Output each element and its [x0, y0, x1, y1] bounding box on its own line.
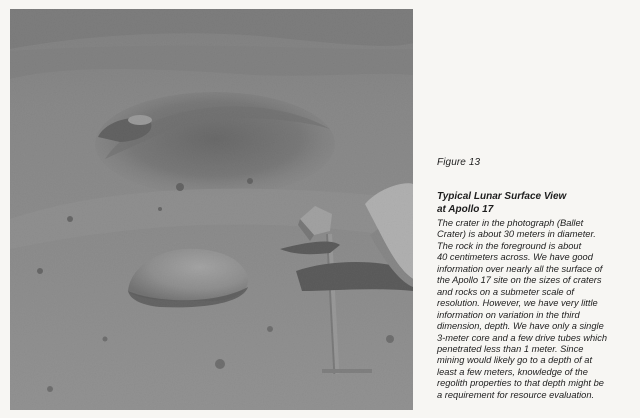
body-line: least a few meters, knowledge of the	[437, 366, 588, 377]
body-line: dimension, depth. We have only a single	[437, 321, 604, 332]
body-line: penetrated less than 1 meter. Since	[437, 343, 584, 354]
figure-title	[437, 190, 637, 216]
body-line: the Apollo 17 site on the sizes of craters	[437, 275, 602, 286]
body-line: 40 centimeters across. We have good	[437, 252, 593, 263]
body-line: 3-meter core and a few drive tubes which	[437, 332, 608, 343]
figure-title-line: Typical Lunar Surface View	[437, 191, 567, 202]
figure-caption	[437, 157, 637, 401]
body-line: Crater) is about 30 meters in diameter.	[437, 229, 596, 240]
body-line: mining would likely go to a depth of at	[437, 355, 593, 366]
body-line: resolution. However, we have very little	[437, 298, 598, 309]
body-line: The crater in the photograph (Ballet	[437, 218, 584, 228]
figure-label: Figure 13	[437, 157, 481, 168]
body-line: information on variation in the third	[437, 309, 580, 320]
figure-body	[437, 218, 637, 401]
body-line: information over nearly all the surface of	[437, 263, 603, 274]
body-line: The rock in the foreground is about	[437, 240, 582, 251]
figure-title-line: at Apollo 17	[437, 204, 494, 215]
body-line: a requirement for resource evaluation.	[437, 389, 595, 400]
photo-scene	[10, 9, 413, 410]
lunar-surface-photo	[10, 9, 413, 410]
body-line: and rocks on a submeter scale of	[437, 286, 574, 297]
body-line: regolith properties to that depth might be	[437, 378, 604, 389]
